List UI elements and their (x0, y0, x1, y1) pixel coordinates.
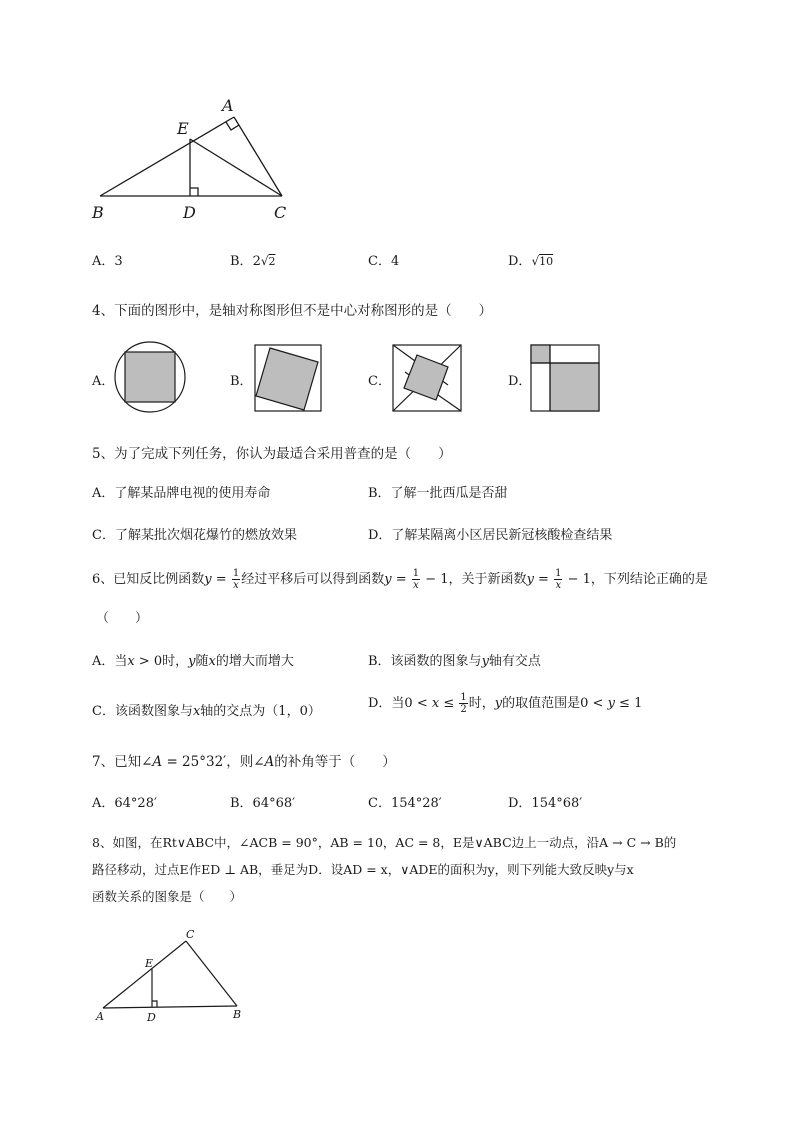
segment-ec (190, 139, 282, 196)
q7-option-c: C．154°28′ (368, 796, 442, 811)
q8-stem-line-2: 路径移动，过点E作ED ⊥ AB，垂足为D．设AD = x，∨ADE的面积为y，则下列能大致反映y与x (92, 862, 634, 877)
segment-cb-fig2 (186, 941, 237, 1006)
q6-option-c: C．该函数图象与x轴的交点为（1，0） (92, 704, 321, 719)
q6-paren: （ ） (96, 611, 149, 626)
label-c-fig2: C (186, 928, 195, 941)
q7-option-d: D．154°68′ (508, 796, 583, 811)
q4-figure-d (531, 345, 599, 411)
q4-stem: 4、下面的图形中，是轴对称图形但不是中心对称图形的是（ ） (92, 303, 493, 319)
q8-stem-line-1: 8、如图，在Rt∨ABC中，∠ACB = 90°，AB = 10，AC = 8，E是∨ABC边上一动点，沿A → C → B的 (92, 835, 677, 850)
label-a-fig2: A (96, 1010, 104, 1023)
q3-option-d: D．√10 (508, 254, 554, 269)
q8-stem-line-3: 函数关系的图象是（ ） (92, 889, 243, 904)
q7-option-a: A．64°28′ (92, 796, 157, 811)
q4-figure-b (255, 345, 321, 411)
q3-option-b: B．2√2 (230, 254, 276, 269)
segment-ba (100, 117, 234, 196)
label-d-fig2: D (147, 1011, 156, 1024)
q7-option-b: B．64°68′ (230, 796, 296, 811)
q4-figure-a (115, 342, 185, 412)
q6-option-b: B．该函数的图象与y轴有交点 (368, 654, 541, 669)
label-d-fig1: D (183, 203, 196, 222)
label-e-fig1: E (177, 119, 189, 138)
segment-ac (234, 117, 282, 196)
q5-option-b: B．了解一批西瓜是否甜 (368, 486, 508, 501)
q5-option-d: D．了解某隔离小区居民新冠核酸检查结果 (368, 528, 613, 543)
right-angle-mark-d (190, 188, 198, 196)
q5-option-c: C．了解某批次烟花爆竹的燃放效果 (92, 528, 297, 543)
q3-option-a: A．3 (92, 254, 123, 269)
label-b-fig1: B (92, 203, 104, 222)
q4-figure-c (393, 345, 461, 411)
q4-option-a-label: A． (92, 374, 115, 389)
q5-stem: 5、为了完成下列任务，你认为最适合采用普查的是（ ） (92, 446, 452, 462)
q3-option-c: C．4 (368, 254, 400, 269)
q5-option-a: A．了解某品牌电视的使用寿命 (92, 486, 271, 501)
q4-option-b-label: B． (230, 374, 253, 389)
right-angle-mark-d2 (152, 1001, 157, 1007)
q6-option-a: A．当x > 0时，y随x的增大而增大 (92, 654, 294, 669)
q6-option-d: D．当0 < x ≤ $\frac{1}{2}$ 时，y的取值范围是0 < y ≤ 1 (368, 692, 643, 715)
q7-stem: 7、已知∠A = 25°32′，则∠A的补角等于（ ） (92, 754, 396, 770)
q4-option-c-label: C． (368, 374, 391, 389)
segment-ac-fig2 (103, 941, 186, 1008)
q4-option-d-label: D． (508, 374, 532, 389)
q6-stem: 6、已知反比例函数y = $\frac{1}{x}$ 经过平移后可以得到函数y = $\frac{1}{x}$ − 1，关于新函数y = $\frac{1}{x}$ − 1，下列结论正确的是 (92, 568, 708, 591)
segment-ab-fig2 (103, 1006, 237, 1008)
label-c-fig1: C (274, 203, 287, 222)
label-a-fig1: A (222, 96, 234, 115)
label-b-fig2: B (233, 1008, 242, 1021)
label-e-fig2: E (145, 957, 154, 970)
